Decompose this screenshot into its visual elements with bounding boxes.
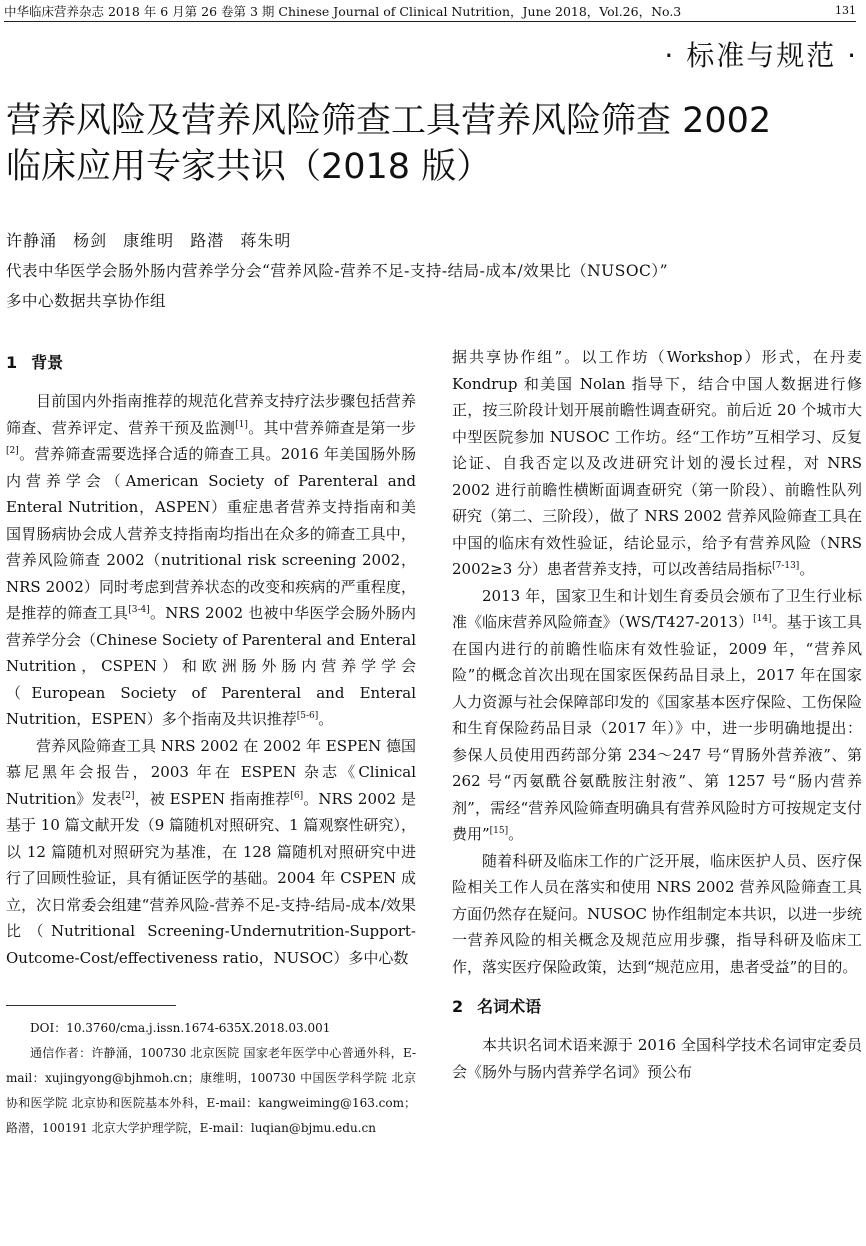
affiliation-line-1: 代表中华医学会肠外肠内营养学分会“营养风险-营养不足-支持-结局-成本/效果比（NUSOC）” [6, 262, 669, 280]
affiliation-line-2: 多中心数据共享协作组 [6, 292, 167, 310]
paragraph-terms-source: 本共识名词术语来源于 2016 全国科学技术名词审定委员会《肠外与肠内营养学名词》预公布 [452, 1036, 862, 1081]
running-head [4, 2, 856, 24]
section-number: 1 [6, 353, 18, 372]
citation-ref: [3-4] [128, 605, 150, 615]
citation-ref: [14] [753, 614, 772, 624]
citation-ref: [2] [6, 446, 19, 456]
paragraph-guidelines: 目前国内外指南推荐的规范化营养支持疗法步骤包括营养筛查、营养评定、营养干预及监测[1]。其中营养筛查是第一步[2]。营养筛查需要选择合适的筛查工具。2016 年美国肠外肠内营养学会（American Society of Parenteral and Enteral Nutrition，ASPEN）重症患者营养支持指南和美国胃肠病协会成人营养支持指南均指出在众多的筛查工具中，营养风险筛查 2002（nutritional risk screening 2002，NRS 2002）同时考虑到营养状态的改变和疾病的严重程度，是推荐的筛查工具[3-4]。NRS 2002 也被中华医学会肠外肠内营养学分会（Chinese Society of Parenteral and Enteral Nutrition，CSPEN）和欧洲肠外肠内营养学学会（European Society of Parenteral and Enteral Nutrition，ESPEN）多个指南及共识推荐[5-6]。 [6, 392, 416, 728]
citation-ref: [1] [235, 419, 248, 430]
title-line-1: 营养风险及营养风险筛查工具营养风险筛查 2002 [6, 101, 772, 141]
section-title: 背景 [31, 353, 64, 372]
right-column [452, 344, 862, 1085]
left-column [6, 342, 416, 971]
section-number: 2 [452, 997, 464, 1016]
footnotes [6, 1016, 416, 1141]
citation-ref: [7-13] [772, 561, 800, 571]
section-tag: · 标准与规范 · [664, 39, 858, 72]
header-rule [4, 21, 856, 22]
citation-ref: [5-6] [296, 711, 319, 721]
paragraph-consensus-purpose: 随着科研及临床工作的广泛开展，临床医护人员、医疗保险相关工作人员在落实和使用 NRS 2002 营养风险筛查工具方面仍然存在疑问。NUSOC 协作组制定本共识，以进一步统一营养风险的相关概念及规范应用步骤，指导科研及临床工作，落实医疗保险政策，达到“规范应用，患者受益”的目的。 [452, 851, 862, 976]
doi-footnote: DOI：10.3760/cma.j.issn.1674-635X.2018.03.001 [30, 1021, 331, 1035]
footnote-rule [6, 1005, 176, 1006]
section-heading-background [6, 350, 416, 376]
correspondence-footnote: 通信作者：许静涌，100730 北京医院 国家老年医学中心普通外科，E-mail：xujingyong@bjhmoh.cn；康维明，100730 中国医学科学院 北京协和医学院 北京协和医院基本外科，E-mail：kangweiming@163.com；路潜，100191 北京大学护理学院，E-mail：luqian@bjmu.edu.cn [6, 1046, 416, 1135]
page-number: 131 [835, 4, 856, 17]
title-line-2: 临床应用专家共识（2018 版） [6, 147, 492, 187]
paragraph-nusoc-workshop: 据共享协作组”。以工作坊（Workshop）形式，在丹麦 Kondrup 和美国 Nolan 指导下，结合中国人数据进行修正，按三阶段计划开展前瞻性调查研究。前后近 20 个城市大中型医院参加 NUSOC 工作坊。经“工作坊”互相学习、反复论证、自我否定以及改进研究计划的漫长过程，对 NRS 2002 进行前瞻性横断面调查研究（第一阶段）、前瞻性队列研究（第二、三阶段），做了 NRS 2002 营养风险筛查工具在中国的临床有效性验证，结论显示，给予有营养风险（NRS 2002≥3 分）患者营养支持，可以改善结局指标[7-13]。 [452, 348, 862, 578]
paragraph-nrs2002-history: 营养风险筛查工具 NRS 2002 在 2002 年 ESPEN 德国慕尼黑年会报告，2003 年在 ESPEN 杂志《Clinical Nutrition》发表[2]，被 ESPEN 指南推荐[6]。NRS 2002 是基于 10 篇文献开发（9 篇随机对照研究、1 篇观察性研究），以 12 篇随机对照研究为基准，在 128 篇随机对照研究中进行了回顾性验证，具有循证医学的基础。2004 年 CSPEN 成立，次日常委会组建“营养风险-营养不足-支持-结局-成本/效果比（Nutritional Screening-Undernutrition-Support-Outcome-Cost/effectiveness ratio，NUSOC）多中心数 [6, 736, 416, 967]
citation-ref: [15] [489, 826, 509, 836]
author-list: 许静涌 杨剑 康维明 路潜 蒋朱明 [6, 231, 292, 250]
affiliation [6, 256, 836, 316]
article-title [6, 98, 846, 190]
journal-citation-line: 中华临床营养杂志 2018 年 6 月第 26 卷第 3 期 Chinese Journal of Clinical Nutrition，June 2018，Vol.26，No.3 [4, 4, 682, 19]
section-title: 名词术语 [477, 997, 542, 1016]
paragraph-standard-2013: 2013 年，国家卫生和计划生育委员会颁布了卫生行业标准《临床营养风险筛查》（WS/T427-2013）[14]。基于该工具在国内进行的前瞻性临床有效性验证，2009 年，“营养风险”的概念首次出现在国家医保药品目录上，2017 年在国家人力资源与社会保障部印发的《国家基本医疗保险、工伤保险和生育保险药品目录（2017 年）》中，进一步明确地提出：参保人员使用西药部分第 234～247 号“胃肠外营养液”、第 262 号“丙氨酰谷氨酰胺注射液”、第 1257 号“肠内营养剂”，需经“营养风险筛查明确具有营养风险时方可按规定支付费用”[15]。 [452, 586, 862, 843]
citation-ref: [2] [121, 790, 135, 801]
section-heading-terms [452, 994, 862, 1020]
citation-ref: [6] [290, 790, 304, 801]
